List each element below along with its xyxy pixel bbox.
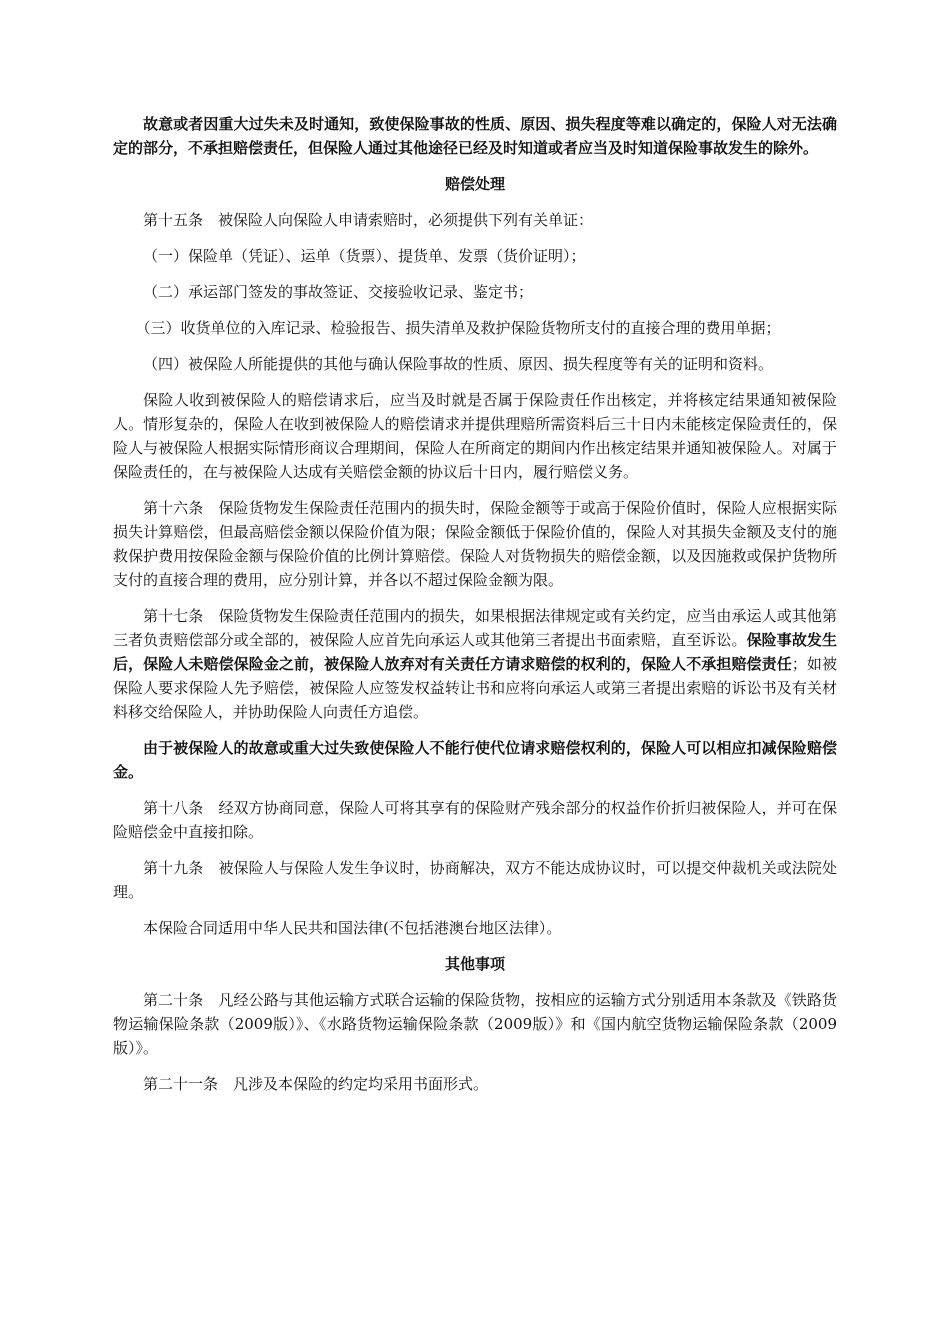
article-21: 第二十一条 凡涉及本保险的约定均采用书面形式。: [143, 1075, 489, 1093]
paragraph-claim-verification: 保险人收到被保险人的赔偿请求后，应当及时就是否属于保险责任作出核定，并将核定结果通知被保险人。情形复杂的，保险人在收到被保险人的赔偿请求并提供理赔所需资料后三十日内未能核定保险责任的，保险人与被保险人根据实际情形商议合理期间，保险人在所商定的期间内作出核定结果并通知被保险人。对属于保险责任的，在与被保险人达成有关赔偿金额的协议后十日内，履行赔偿义务。: [113, 391, 837, 481]
article-16: 第十六条 保险货物发生保险责任范围内的损失时，保险金额等于或高于保险价值时，保险人应根据实际损失计算赔偿，但最高赔偿金额以保险价值为限；保险金额低于保险价值的，保险人对其损失金额及支付的施救保护费用按保险金额与保险价值的比例计算赔偿。保险人对货物损失的赔偿金额，以及因施救或保护货物所支付的直接合理的费用，应分别计算，并各以不超过保险金额为限。: [113, 499, 837, 589]
section-heading-claims: 赔偿处理: [444, 175, 505, 193]
list-item-2: （二）承运部门签发的事故签证、交接验收记录、鉴定书；: [143, 283, 534, 301]
document-page: [113, 112, 837, 1096]
article-19: 第十九条 被保险人与保险人发生争议时，协商解决，双方不能达成协议时，可以提交仲裁机关或法院处理。: [113, 859, 837, 901]
section-heading-other: 其他事项: [444, 955, 505, 973]
article-17-continuation: ；如被保险人要求保险人先予赔偿，被保险人应签发权益转让书和应将向承运人或第三者提出索赔的诉讼书及有关材料移交给保险人，并协助保险人向责任方追偿。: [113, 655, 837, 721]
paragraph-governing-law: 本保险合同适用中华人民共和国法律(不包括港澳台地区法律）。: [143, 919, 562, 937]
article-17-bold-text: 保险事故发生后，保险人未赔偿保险金之前，被保险人放弃对有关责任方请求赔偿的权利的，保险人不承担赔偿责任: [113, 631, 837, 673]
list-item-4: （四）被保险人所能提供的其他与确认保险事故的性质、原因、损失程度等有关的证明和资料。: [143, 355, 774, 373]
article-18: 第十八条 经双方协商同意，保险人可将其享有的保险财产残余部分的权益作价折归被保险人，并可在保险赔偿金中直接扣除。: [113, 799, 837, 841]
list-item-3: （三）收货单位的入库记录、检验报告、损失清单及救护保险货物所支付的直接合理的费用单据；: [135, 319, 781, 337]
paragraph-notice-failure: 故意或者因重大过失未及时通知，致使保险事故的性质、原因、损失程度等难以确定的，保险人对无法确定的部分，不承担赔偿责任，但保险人通过其他途径已经及时知道或者应当及时知道保险事故发生的除外。: [113, 115, 837, 157]
article-17: [113, 604, 837, 724]
article-20: 第二十条 凡经公路与其他运输方式联合运输的保险货物，按相应的运输方式分别适用本条款及《铁路货物运输保险条款（2009版）》、《水路货物运输保险条款（2009版）》和《国内航空货物运输保险条款（2009版）》。: [113, 991, 837, 1057]
article-15: 第十五条 被保险人向保险人申请索赔时，必须提供下列有关单证：: [143, 211, 594, 229]
list-item-1: （一）保险单（凭证）、运单（货票）、提货单、发票（货价证明）；: [143, 247, 586, 265]
article-17-text: 第十七条 保险货物发生保险责任范围内的损失，如果根据法律规定或有关约定，应当由承运人或其他第三者负责赔偿部分或全部的，被保险人应首先向承运人或其他第三者提出书面索赔，直至诉讼。: [113, 607, 837, 649]
paragraph-subrogation-deduction: 由于被保险人的故意或重大过失致使保险人不能行使代位请求赔偿权利的，保险人可以相应扣减保险赔偿金。: [113, 739, 837, 781]
